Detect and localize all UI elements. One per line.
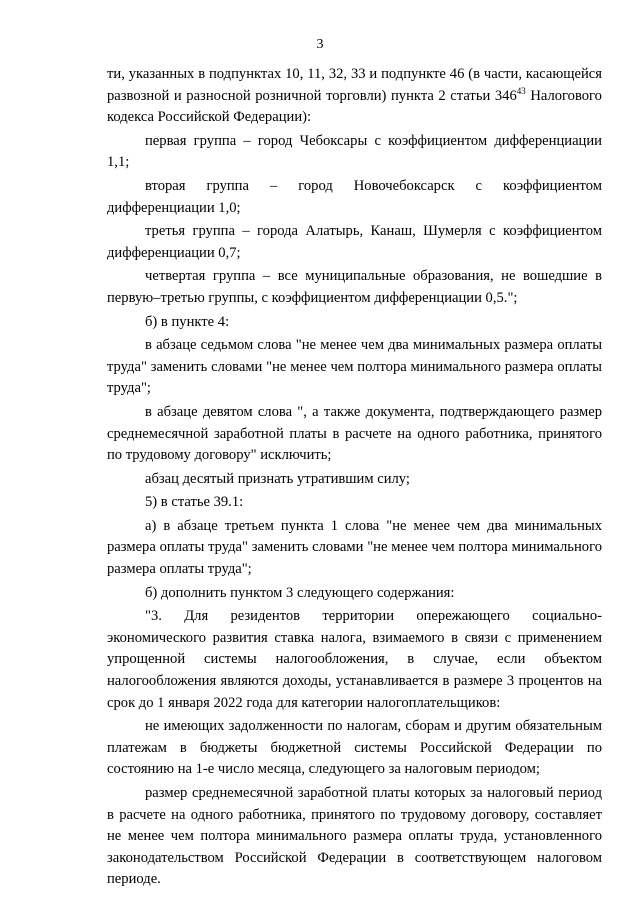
paragraph-14: не имеющих задолженности по налогам, сборам и другим обязательным платежам в бюджеты бюджетной системы Российской Федерации по состоянию на 1-е число месяца, следующего за налоговым периодом; [107,718,602,778]
document-body [107,64,602,893]
paragraph-9: абзац десятый признать утратившим силу; [145,470,410,487]
paragraph-7: в абзаце седьмом слова "не менее чем два минимальных размера оплаты труда" заменить словами "не менее чем полтора минимального размера оплаты труда"; [107,337,602,397]
page-number: 3 [316,37,324,52]
paragraph-15: размер среднемесячной заработной платы которых за налоговый период в расчете на одного работника, принятого по трудовому договору, составляет не менее чем полтора минимального размера оплаты труда, установленного законодательством Российской Федерации в соответствующем налоговом периоде. [107,785,602,888]
paragraph-8: в абзаце девятом слова ", а также документа, подтверждающего размер среднемесячной заработной платы в расчете на одного работника, принятого по трудовому договору" исключить; [107,403,602,464]
paragraph-1-text: ти, указанных в подпунктах 10, 11, 32, 33 и подпункте 46 (в части, касающейся развозной и разносной розничной торговли) пункта 2 статьи 346 [107,66,602,104]
paragraph-6: б) в пункте 4: [145,313,230,330]
paragraph-10: 5) в статье 39.1: [145,494,244,511]
paragraph-13: "3. Для резидентов территории опережающего социально-экономического развития ставка налога, взимаемого в связи с применением упрощенной системы налогообложения, в случае, если объектом налогообложения являются доходы, устанавливается в размере 3 процентов на срок до 1 января 2022 года для категории налогоплательщиков: [107,608,602,711]
paragraph-1 [107,64,602,129]
paragraph-12: б) дополнить пунктом 3 следующего содержания: [145,584,455,601]
paragraph-1-tail: Налогового кодекса Российской Федерации): [107,87,602,126]
paragraph-4: третья группа – города Алатырь, Канаш, Шумерля с коэффициентом дифференциации 0,7; [107,223,602,261]
paragraph-2: первая группа – город Чебоксары с коэффициентом дифференциации 1,1; [107,132,602,171]
paragraph-11: а) в абзаце третьем пункта 1 слова "не менее чем два минимальных размера оплаты труда" заменить словами "не менее чем полтора минимального размера оплаты труда"; [107,517,602,578]
article-superscript: 43 [516,85,526,96]
paragraph-5: четвертая группа – все муниципальные образования, не вошедшие в первую–третью группы, с коэффициентом дифференциации 0,5."; [107,268,602,306]
paragraph-3: вторая группа – город Новочебоксарск с коэффициентом дифференциации 1,0; [107,177,602,216]
